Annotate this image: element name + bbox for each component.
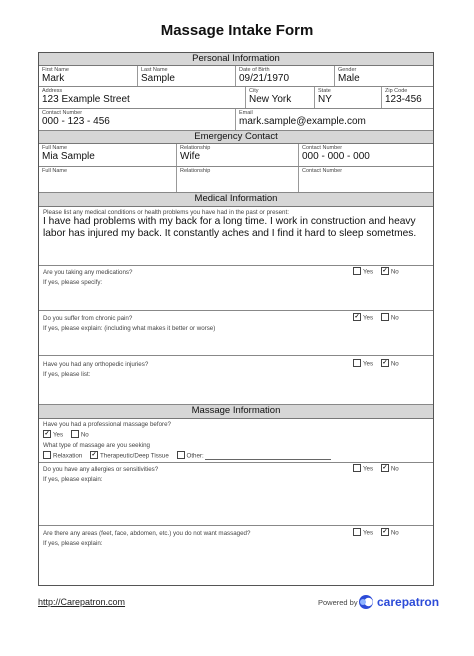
prior-yes-option[interactable] (43, 431, 63, 439)
intake-form (38, 52, 434, 586)
emergency-row-1 (39, 144, 433, 167)
no-label: No (390, 465, 399, 473)
ortho-no-option[interactable] (381, 360, 399, 368)
email-field[interactable] (236, 109, 433, 130)
ortho-question: Have you had any orthopedic injuries? (43, 361, 149, 368)
last-name-value: Sample (141, 73, 175, 84)
allergies-question: Do you have any allergies or sensitivities? (43, 466, 159, 473)
pain-yes-checkbox[interactable] (353, 313, 361, 321)
prior-no-checkbox[interactable] (71, 430, 79, 438)
type-deep-tissue-option[interactable] (90, 452, 169, 460)
last-name-label: Last Name (141, 67, 168, 73)
avoid-yes-no (353, 529, 405, 537)
prior-no-option[interactable] (71, 431, 89, 439)
gender-value: Male (338, 73, 360, 84)
city-field[interactable] (246, 87, 315, 108)
conditions-question (43, 209, 429, 240)
type-other-checkbox[interactable] (177, 451, 185, 459)
yes-label: Yes (363, 360, 374, 368)
avoid-areas-followup: If yes, please explain: (43, 540, 103, 547)
avoid-yes-checkbox[interactable] (353, 528, 361, 536)
ortho-yes-checkbox[interactable] (353, 359, 361, 367)
emergency-relationship-label-2: Relationship (180, 168, 211, 174)
contact-number-value: 000 - 123 - 456 (42, 116, 110, 127)
pain-yes-option[interactable] (353, 314, 373, 322)
dob-value: 09/21/1970 (239, 73, 290, 84)
medications-yes-option[interactable] (353, 268, 373, 276)
section-header-medical: Medical Information (39, 193, 433, 207)
zip-field[interactable] (382, 87, 433, 108)
form-title: Massage Intake Form (160, 22, 314, 39)
contact-number-label: Contact Number (42, 110, 83, 116)
emergency-relationship-label: Relationship (180, 145, 211, 151)
medications-no-checkbox[interactable] (381, 267, 389, 275)
emergency-relationship-field-2[interactable] (177, 167, 299, 192)
contact-number-field[interactable] (39, 109, 236, 130)
section-header-emergency: Emergency Contact (39, 131, 433, 144)
medications-no-option[interactable] (381, 268, 399, 276)
yes-label: Yes (363, 529, 374, 537)
zip-label: Zip Code (385, 88, 408, 94)
massage-type-options (43, 452, 337, 460)
city-value: New York (249, 94, 292, 105)
type-other-option[interactable] (177, 452, 332, 460)
state-field[interactable] (315, 87, 382, 108)
type-relaxation-checkbox[interactable] (43, 451, 51, 459)
prior-massage-question: Have you had a professional massage before? (43, 421, 171, 428)
emergency-contact-label-2: Contact Number (302, 168, 343, 174)
no-label: No (80, 431, 89, 439)
pain-no-option[interactable] (381, 314, 399, 322)
emergency-contact-field-2[interactable] (299, 167, 433, 192)
powered-by-text: Powered by (318, 598, 358, 607)
ortho-yes-no (353, 360, 405, 368)
medications-question: Are you taking any medications? (43, 269, 133, 276)
ortho-followup: If yes, please list: (43, 371, 91, 378)
type-deep-tissue-label: Therapeutic/Deep Tissue (99, 452, 169, 460)
first-name-label: First Name (42, 67, 69, 73)
allergies-followup: If yes, please explain: (43, 476, 103, 483)
ortho-no-checkbox[interactable] (381, 359, 389, 367)
massage-prior-block (39, 419, 433, 463)
type-deep-tissue-checkbox[interactable] (90, 451, 98, 459)
type-other-input[interactable] (205, 454, 331, 460)
carepatron-logo-icon (358, 594, 374, 610)
personal-row-name (39, 66, 433, 87)
emergency-name-label: Full Name (42, 145, 68, 151)
personal-row-address (39, 87, 433, 109)
massage-type-question: What type of massage are you seeking (43, 442, 150, 449)
conditions-answer: I have had problems with my back for a long time. I work in construction and heavy labor has injured my back. It constantly aches and I find it hard to sleep sometmes. (43, 216, 417, 239)
prior-massage-options (43, 431, 95, 439)
address-field[interactable] (39, 87, 246, 108)
pain-followup: If yes, please explain: (including what makes it better or worse) (43, 325, 216, 332)
no-label: No (390, 360, 399, 368)
emergency-name-field-2[interactable] (39, 167, 177, 192)
first-name-value: Mark (42, 73, 65, 84)
no-label: No (390, 529, 399, 537)
yes-label: Yes (363, 314, 374, 322)
allergies-yes-checkbox[interactable] (353, 464, 361, 472)
no-label: No (390, 314, 399, 322)
medications-followup: If yes, please specify: (43, 279, 103, 286)
avoid-areas-block (39, 526, 433, 585)
allergies-no-checkbox[interactable] (381, 464, 389, 472)
emergency-relationship-field[interactable] (177, 144, 299, 166)
allergies-no-option[interactable] (381, 465, 399, 473)
type-relaxation-label: Relaxation (53, 452, 83, 460)
medications-yes-no (353, 268, 405, 276)
emergency-name-value: Mia Sample (42, 151, 95, 162)
avoid-no-checkbox[interactable] (381, 528, 389, 536)
section-header-personal: Personal Information (39, 53, 433, 66)
prior-yes-checkbox[interactable] (43, 430, 51, 438)
pain-question: Do you suffer from chronic pain? (43, 315, 133, 322)
allergies-block (39, 463, 433, 526)
emergency-name-field[interactable] (39, 144, 177, 166)
yes-label: Yes (363, 268, 374, 276)
section-header-massage: Massage Information (39, 405, 433, 419)
pain-yes-no (353, 314, 405, 322)
allergies-yes-no (353, 465, 405, 473)
pain-no-checkbox[interactable] (381, 313, 389, 321)
emergency-name-label-2: Full Name (42, 168, 68, 174)
pain-block (39, 311, 433, 356)
no-label: No (390, 268, 399, 276)
avoid-yes-option[interactable] (353, 529, 373, 537)
conditions-question-text: Please list any medical conditions or health problems you have had in the past or present: (43, 209, 289, 216)
gender-field[interactable] (335, 66, 433, 86)
emergency-contact-label: Contact Number (302, 145, 343, 151)
zip-value: 123-456 (385, 94, 422, 105)
emergency-contact-value: 000 - 000 - 000 (302, 151, 370, 162)
email-value: mark.sample@example.com (239, 116, 366, 127)
last-name-field[interactable] (138, 66, 236, 86)
emergency-contact-field[interactable] (299, 144, 433, 166)
dob-field[interactable] (236, 66, 335, 86)
medical-conditions-block[interactable] (39, 207, 433, 266)
city-label: City (249, 88, 259, 94)
carepatron-link[interactable]: http://Carepatron.com (38, 597, 126, 607)
allergies-yes-option[interactable] (353, 465, 373, 473)
yes-label: Yes (53, 431, 64, 439)
ortho-block (39, 356, 433, 405)
avoid-no-option[interactable] (381, 529, 399, 537)
type-other-label: Other: (186, 452, 204, 460)
state-value: NY (318, 94, 332, 105)
yes-label: Yes (363, 465, 374, 473)
state-label: State (318, 88, 331, 94)
email-label: Email (239, 110, 253, 116)
carepatron-brand-text: carepatron (377, 595, 440, 609)
ortho-yes-option[interactable] (353, 360, 373, 368)
address-value: 123 Example Street (42, 94, 130, 105)
emergency-row-2 (39, 167, 433, 193)
medications-block (39, 266, 433, 311)
type-relaxation-option[interactable] (43, 452, 82, 460)
first-name-field[interactable] (39, 66, 138, 86)
avoid-areas-question: Are there any areas (feet, face, abdomen, etc.) you do not want massaged? (43, 530, 251, 537)
dob-label: Date of Birth (239, 67, 270, 73)
gender-label: Gender (338, 67, 357, 73)
personal-row-contact (39, 109, 433, 131)
address-label: Address (42, 88, 63, 94)
emergency-relationship-value: Wife (180, 151, 200, 162)
medications-yes-checkbox[interactable] (353, 267, 361, 275)
carepatron-logo[interactable] (358, 594, 439, 610)
